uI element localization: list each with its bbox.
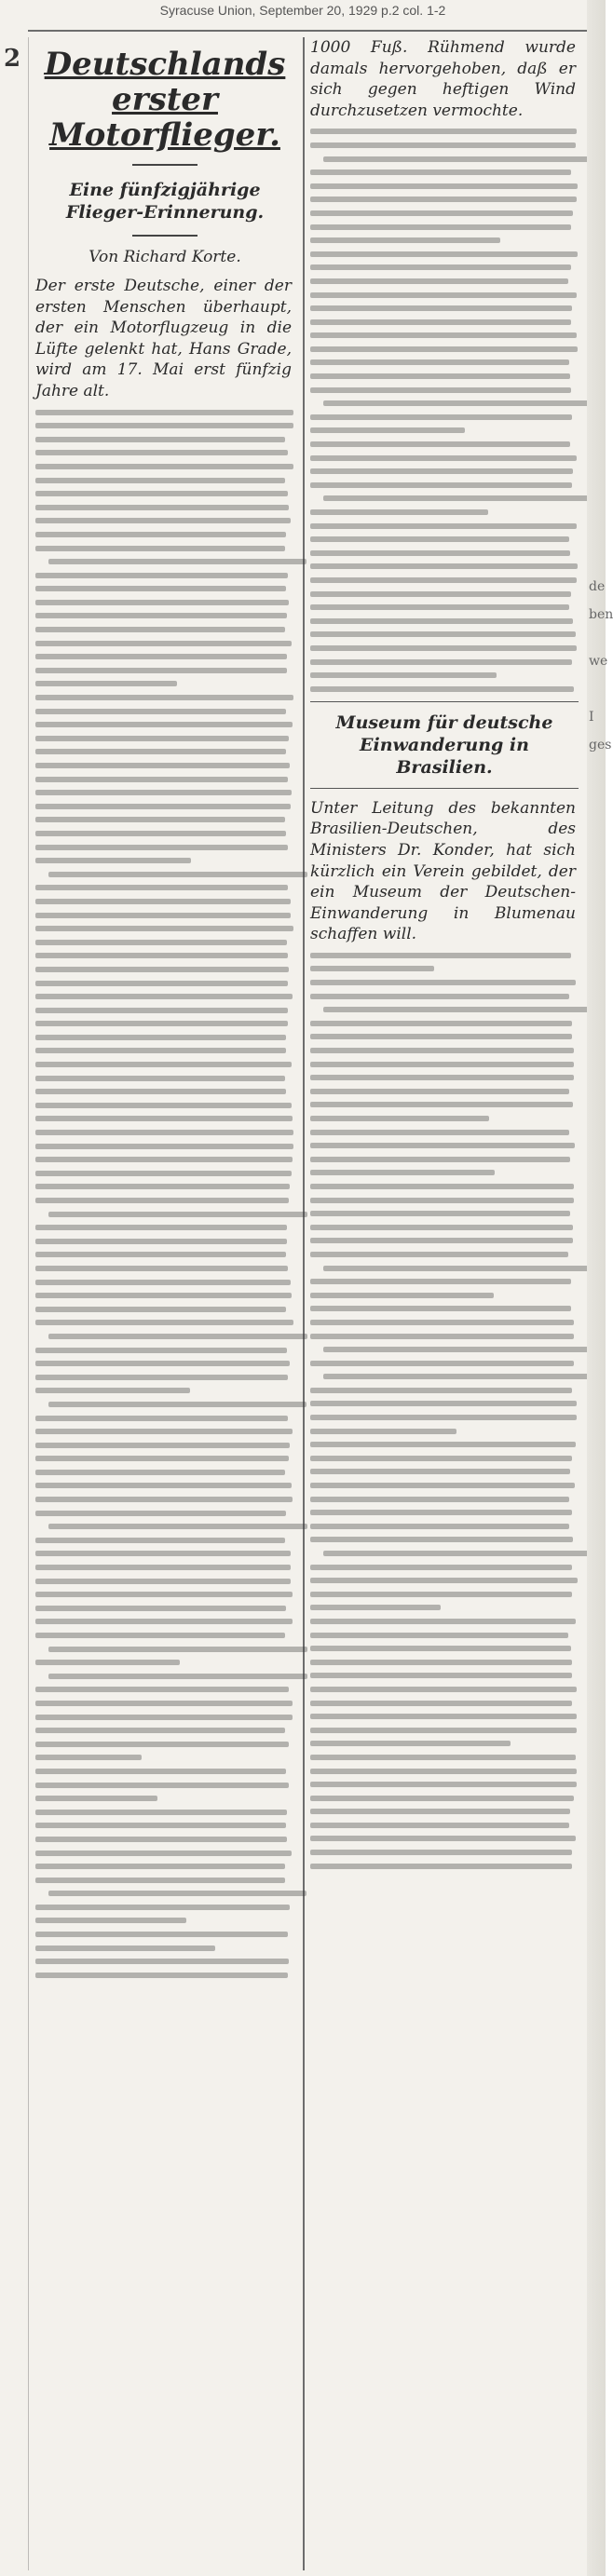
text-line xyxy=(35,1538,285,1543)
text-line xyxy=(35,1144,293,1149)
text-line xyxy=(35,613,287,618)
text-line xyxy=(310,1225,573,1230)
text-line xyxy=(35,1905,290,1910)
text-line xyxy=(310,237,500,243)
text-line xyxy=(35,1184,290,1189)
text-line xyxy=(35,1293,292,1298)
article-body-lines xyxy=(35,410,294,1978)
text-line xyxy=(35,1225,287,1230)
text-line xyxy=(35,749,286,754)
subhead-divider xyxy=(132,235,198,237)
article-subhead: Eine fünfzigjährige Flieger-Erinnerung. xyxy=(65,180,265,223)
page-number: 2 xyxy=(4,45,21,73)
text-line xyxy=(323,400,591,406)
text-line xyxy=(310,1823,569,1828)
text-line xyxy=(310,1646,571,1651)
text-line xyxy=(310,1334,574,1339)
text-line xyxy=(35,423,293,428)
text-line xyxy=(35,627,285,632)
text-line xyxy=(35,899,291,904)
text-line xyxy=(310,980,576,985)
text-line xyxy=(310,1796,574,1801)
text-line xyxy=(35,1130,293,1135)
text-line xyxy=(310,1089,569,1094)
text-line xyxy=(310,1741,511,1746)
text-line xyxy=(310,1361,574,1366)
dateline-header: Syracuse Union, September 20, 1929 p.2 col. 1-2 xyxy=(159,3,446,18)
text-line xyxy=(310,373,570,379)
text-line xyxy=(310,1238,573,1243)
article-headline: Deutschlands erster Motorflieger. xyxy=(44,46,286,154)
text-line xyxy=(323,1551,592,1556)
column-rule-left xyxy=(28,37,29,2570)
text-line xyxy=(35,464,293,469)
text-line xyxy=(310,1075,574,1080)
text-line xyxy=(310,1850,572,1855)
text-line xyxy=(35,1918,186,1923)
text-line xyxy=(310,278,568,284)
text-line xyxy=(35,1551,291,1556)
text-line xyxy=(35,1769,286,1774)
text-line xyxy=(35,1375,288,1380)
text-line xyxy=(310,591,571,597)
text-line xyxy=(48,872,307,877)
continued-text: 1000 Fuß. Rühmend wurde damals hervorgehoben, daß er sich gegen heftigen Wind durchzusetzen vermochte. xyxy=(310,38,576,120)
text-line xyxy=(310,994,569,999)
text-line xyxy=(310,142,576,148)
text-line xyxy=(310,1170,495,1175)
edge-fragment: de xyxy=(589,579,606,594)
text-line xyxy=(310,224,571,230)
text-line xyxy=(35,736,289,741)
text-line xyxy=(310,1809,570,1814)
text-line xyxy=(35,1171,292,1176)
text-line xyxy=(310,1524,569,1529)
text-line xyxy=(310,1619,576,1624)
text-line xyxy=(35,600,289,605)
text-line xyxy=(35,709,286,714)
text-line xyxy=(35,573,288,578)
text-line xyxy=(310,1836,576,1841)
text-line xyxy=(310,645,577,651)
article-byline: Von Richard Korte. xyxy=(89,248,241,266)
text-line xyxy=(310,1537,573,1542)
text-line xyxy=(310,1211,570,1216)
text-line xyxy=(35,546,285,551)
right-column xyxy=(310,37,579,1877)
text-line xyxy=(310,563,578,569)
text-line xyxy=(310,468,573,474)
text-line xyxy=(48,1212,307,1217)
text-line xyxy=(310,1673,572,1678)
text-line xyxy=(310,427,465,433)
text-line xyxy=(310,292,577,298)
museum-body-lines xyxy=(310,953,579,1869)
edge-fragment: ges xyxy=(589,738,612,752)
text-line xyxy=(35,1606,286,1611)
text-line xyxy=(310,1578,578,1583)
text-line xyxy=(323,1266,591,1271)
edge-fragment: we xyxy=(589,654,608,669)
text-line xyxy=(310,1755,576,1760)
text-line xyxy=(310,1633,568,1638)
text-line xyxy=(310,686,574,692)
text-line xyxy=(35,586,286,591)
text-line xyxy=(310,1660,572,1665)
text-line xyxy=(35,1076,285,1081)
text-line xyxy=(48,1891,306,1896)
text-line xyxy=(35,994,293,999)
text-line xyxy=(35,858,191,863)
text-line xyxy=(310,387,571,393)
text-line xyxy=(310,359,569,365)
text-line xyxy=(35,1592,293,1597)
text-line xyxy=(310,1034,572,1039)
text-line xyxy=(310,1184,574,1189)
text-line xyxy=(35,940,287,945)
text-line xyxy=(48,1674,307,1679)
text-line xyxy=(323,156,591,162)
article-opening: Der erste Deutsche, einer der ersten Menschen überhaupt, der ein Motorflugzeug in die Lüfte gelenkt hat, Hans Grade, wird am 17. Mai erst fünfzig Jahre alt. xyxy=(35,277,292,400)
text-line xyxy=(310,1701,572,1706)
text-line xyxy=(323,1007,592,1012)
edge-fragment: ben xyxy=(589,607,613,622)
text-line xyxy=(310,1510,572,1515)
text-line xyxy=(310,1415,577,1420)
text-line xyxy=(310,672,497,678)
text-line xyxy=(310,319,571,325)
text-line xyxy=(35,1157,293,1162)
text-line xyxy=(35,1429,293,1434)
text-line xyxy=(310,1592,572,1597)
text-line xyxy=(48,1334,307,1339)
text-line xyxy=(35,1973,288,1978)
text-line xyxy=(310,1116,489,1121)
text-line xyxy=(35,1878,285,1883)
text-line xyxy=(35,1320,293,1325)
text-line xyxy=(35,1388,190,1393)
section-rule xyxy=(310,701,579,702)
text-line xyxy=(35,1116,293,1121)
text-line xyxy=(35,681,177,686)
text-line xyxy=(35,722,293,727)
continued-body-lines xyxy=(310,129,579,691)
text-line xyxy=(35,1619,293,1624)
text-line xyxy=(35,1511,286,1516)
text-line xyxy=(310,169,571,175)
text-line xyxy=(35,1864,285,1869)
text-line xyxy=(35,1633,285,1638)
text-line xyxy=(310,1252,568,1257)
text-line xyxy=(35,1266,288,1271)
text-line xyxy=(35,831,286,836)
text-line xyxy=(310,659,572,665)
text-line xyxy=(310,1497,569,1502)
text-line xyxy=(35,845,288,850)
text-line xyxy=(35,1307,286,1312)
text-line xyxy=(35,763,290,768)
text-line xyxy=(35,654,287,659)
text-line xyxy=(35,981,288,986)
text-line xyxy=(310,1565,572,1570)
text-line xyxy=(35,1035,286,1040)
text-line xyxy=(310,1714,577,1719)
text-line xyxy=(310,210,573,216)
adjacent-column-edge xyxy=(587,0,606,2576)
text-line xyxy=(35,410,293,415)
text-line xyxy=(35,1239,287,1244)
text-line xyxy=(35,1823,286,1828)
text-line xyxy=(35,1483,292,1488)
text-line xyxy=(310,305,572,311)
text-line xyxy=(35,1660,180,1665)
text-line xyxy=(310,1320,574,1325)
text-line xyxy=(35,1062,292,1067)
edge-fragment: I xyxy=(589,710,594,725)
text-line xyxy=(35,1579,291,1584)
headline-divider xyxy=(132,164,198,166)
text-line xyxy=(310,1456,572,1461)
text-line xyxy=(310,618,573,624)
text-line xyxy=(35,1416,288,1421)
text-line xyxy=(35,1008,288,1013)
text-line xyxy=(35,1851,292,1856)
text-line xyxy=(310,332,577,338)
text-line xyxy=(310,509,488,515)
text-line xyxy=(310,1782,577,1787)
text-line xyxy=(310,1102,573,1107)
text-line xyxy=(35,885,288,890)
text-line xyxy=(35,491,288,496)
text-line xyxy=(35,1021,288,1026)
text-line xyxy=(35,1103,292,1108)
text-line xyxy=(35,817,285,822)
column-rule-top xyxy=(28,30,587,32)
text-line xyxy=(310,1864,572,1869)
text-line xyxy=(35,668,287,673)
museum-opening: Unter Leitung des bekannten Brasilien-Deutschen, des Ministers Dr. Konder, hat sich kürzlich ein Verein gebildet, der ein Museum der Deutschen-Einwanderung in Blumenau schaffen will. xyxy=(310,798,576,944)
text-line xyxy=(35,1796,157,1801)
text-line xyxy=(310,1048,574,1053)
text-line xyxy=(35,1783,289,1788)
text-line xyxy=(35,1361,290,1366)
text-line xyxy=(35,1701,293,1706)
text-line xyxy=(35,505,289,510)
text-line xyxy=(35,1280,291,1285)
text-line xyxy=(310,1483,575,1488)
text-line xyxy=(35,1443,290,1448)
text-line xyxy=(310,1279,571,1284)
text-line xyxy=(35,1497,293,1502)
text-line xyxy=(310,455,577,461)
text-line xyxy=(48,1402,306,1407)
left-column xyxy=(35,37,294,1986)
text-line xyxy=(35,450,288,455)
text-line xyxy=(35,1089,286,1094)
text-line xyxy=(35,1565,291,1570)
text-line xyxy=(35,1810,287,1815)
text-line xyxy=(310,197,577,202)
text-line xyxy=(35,1837,287,1842)
text-line xyxy=(323,495,591,501)
text-line xyxy=(35,804,291,809)
text-line xyxy=(35,1959,289,1964)
text-line xyxy=(48,1524,307,1529)
text-line xyxy=(310,346,578,352)
text-line xyxy=(35,532,286,537)
text-line xyxy=(35,1048,286,1053)
text-line xyxy=(35,777,288,782)
text-line xyxy=(35,1252,286,1257)
text-line xyxy=(35,953,288,958)
text-line xyxy=(310,1130,569,1135)
text-line xyxy=(310,1157,570,1162)
text-line xyxy=(35,1932,288,1937)
text-line xyxy=(35,641,292,646)
text-line xyxy=(35,1470,285,1475)
text-line xyxy=(310,1401,577,1406)
text-line xyxy=(35,1715,293,1720)
text-line xyxy=(310,183,578,189)
text-line xyxy=(310,1728,577,1733)
text-line xyxy=(35,1946,215,1951)
text-line xyxy=(310,604,569,610)
text-line xyxy=(310,1062,574,1067)
text-line xyxy=(310,631,576,637)
text-line xyxy=(310,264,571,270)
text-line xyxy=(35,790,292,795)
text-line xyxy=(35,1755,142,1760)
text-line xyxy=(310,1429,456,1434)
text-line xyxy=(35,1456,289,1461)
text-line xyxy=(310,523,577,529)
text-line xyxy=(310,129,577,134)
text-line xyxy=(310,1388,572,1393)
text-line xyxy=(35,1198,289,1203)
text-line xyxy=(35,1728,285,1733)
text-line xyxy=(35,1348,287,1353)
text-line xyxy=(323,1374,592,1379)
text-line xyxy=(310,1293,494,1298)
text-line xyxy=(35,1742,289,1747)
text-line xyxy=(310,1306,571,1311)
text-line xyxy=(35,695,293,700)
text-line xyxy=(310,953,571,958)
text-line xyxy=(310,1198,574,1203)
text-line xyxy=(310,1605,441,1610)
text-line xyxy=(35,437,285,442)
column-divider xyxy=(303,37,305,2570)
museum-subhead: Museum für deutsche Einwanderung in Brasilien. xyxy=(335,712,553,778)
text-line xyxy=(310,966,434,971)
text-line xyxy=(310,1021,572,1026)
text-line xyxy=(310,441,570,447)
text-line xyxy=(310,536,569,542)
text-line xyxy=(35,518,291,523)
text-line xyxy=(310,482,572,488)
text-line xyxy=(323,1347,592,1352)
text-line xyxy=(35,913,291,918)
text-line xyxy=(310,251,578,257)
text-line xyxy=(35,1687,289,1692)
text-line xyxy=(35,967,289,972)
text-line xyxy=(310,1469,570,1474)
text-line xyxy=(310,550,570,556)
text-line xyxy=(310,1769,577,1774)
text-line xyxy=(48,559,306,564)
text-line xyxy=(310,414,572,420)
text-line xyxy=(35,478,285,483)
text-line xyxy=(310,1143,575,1148)
text-line xyxy=(310,577,577,583)
text-line xyxy=(310,1687,577,1692)
text-line xyxy=(35,926,293,931)
section-rule-2 xyxy=(310,788,579,789)
text-line xyxy=(310,1442,576,1447)
text-line xyxy=(48,1647,307,1652)
